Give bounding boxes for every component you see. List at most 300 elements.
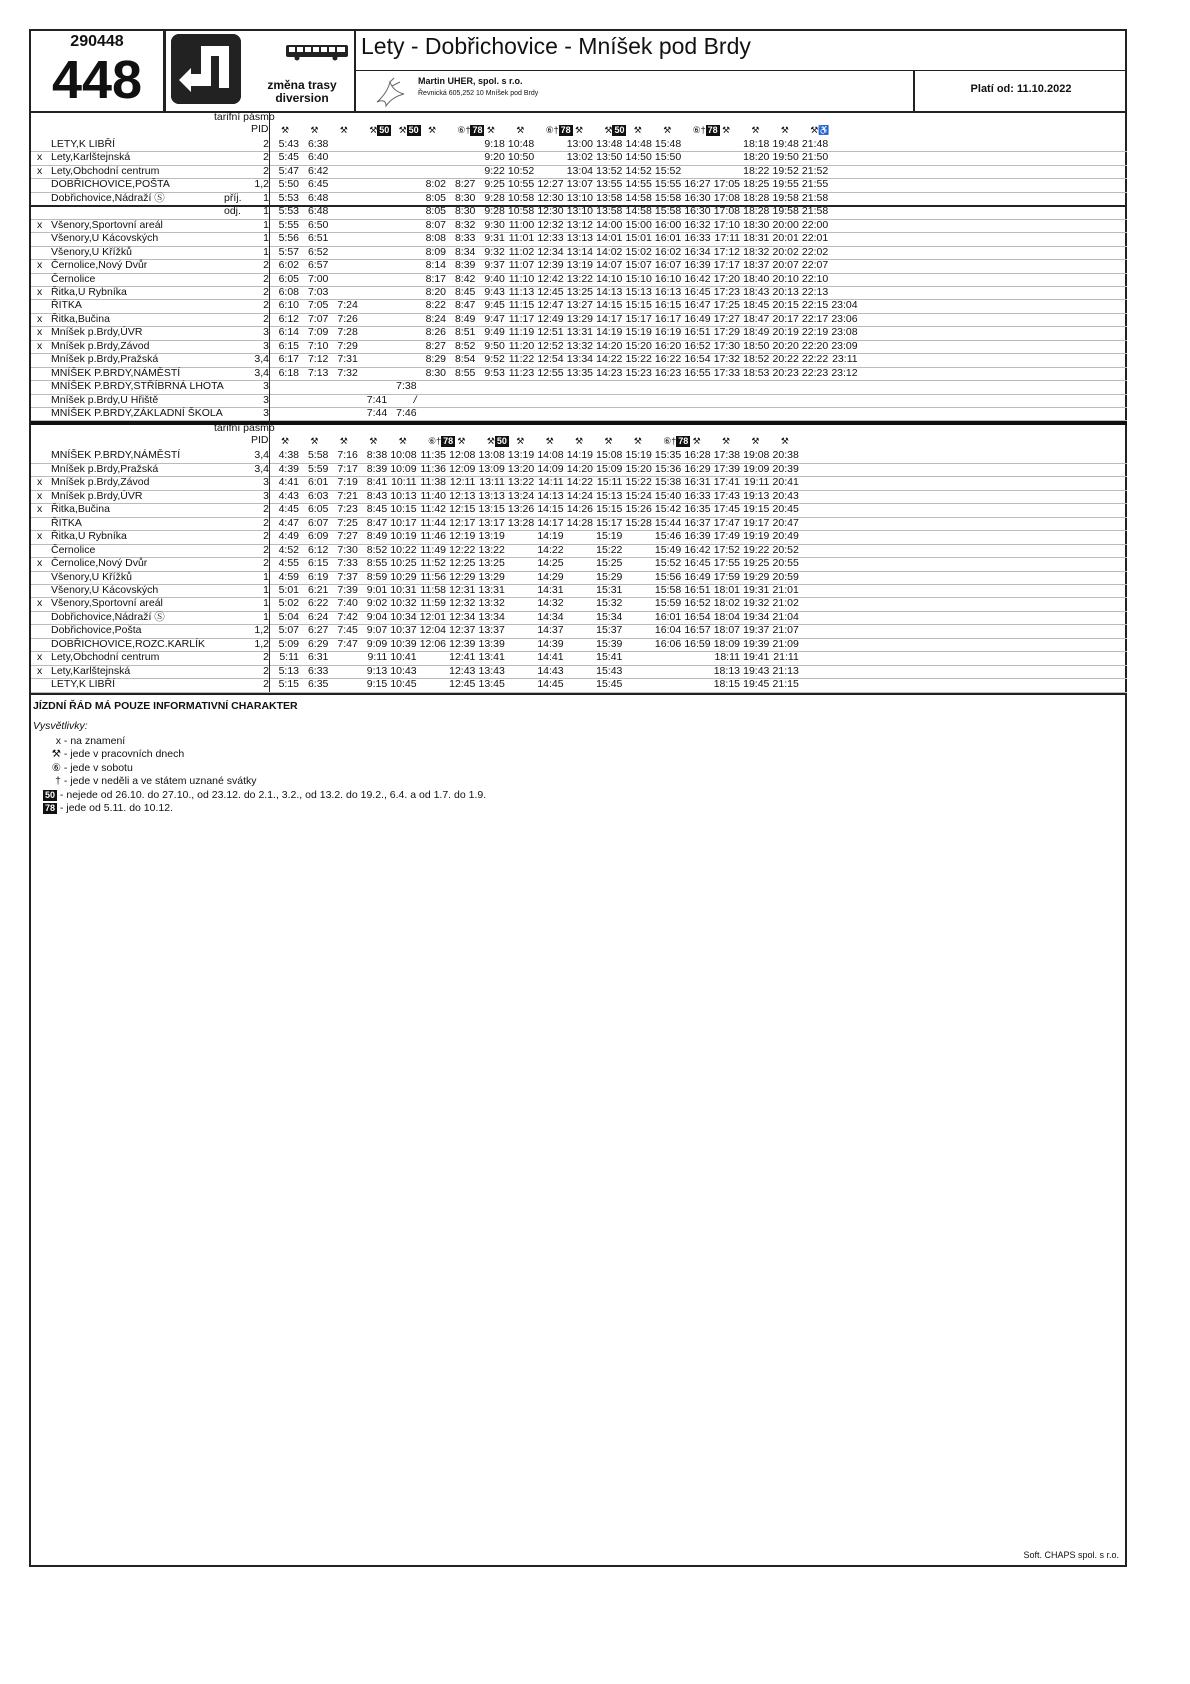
departure-time: 16:45 [684, 285, 711, 298]
departure-time: 11:15 [508, 299, 535, 312]
departure-time: 17:41 [713, 476, 740, 489]
tariff-zone: 2 [263, 543, 269, 556]
departure-time: 11:23 [508, 366, 535, 379]
request-stop-mark: x [37, 664, 43, 677]
period-badge: 50 [408, 125, 419, 135]
departure-time: 13:07 [566, 178, 593, 191]
departure-time: 11:42 [420, 503, 446, 516]
departure-time: 6:12 [278, 312, 299, 325]
departure-time: 16:35 [684, 503, 711, 516]
departure-time: 7:32 [337, 366, 358, 379]
departure-time: 15:15 [596, 503, 623, 516]
departure-time: 12:17 [449, 516, 476, 529]
dir1-symbol: ⚒ [310, 125, 319, 135]
departure-time: 5:43 [278, 138, 299, 150]
departure-time: 14:37 [537, 624, 564, 637]
departure-time: 7:28 [337, 326, 358, 339]
departure-time: 13:10 [566, 191, 593, 204]
stop-name: MNÍŠEK P.BRDY,NÁMĚSTÍ [51, 449, 181, 462]
departure-time: 13:25 [478, 557, 505, 570]
departure-time: 17:33 [713, 366, 740, 379]
period-badge: 50 [496, 436, 507, 447]
departure-time: 7:13 [307, 366, 329, 379]
departure-time: 14:09 [537, 462, 564, 475]
dir1-symbol [546, 124, 573, 137]
departure-time: 5:07 [278, 624, 299, 637]
stop-name: Řitka,U Rybníka [51, 530, 127, 543]
departure-time: 15:50 [654, 151, 682, 164]
departure-time: 20:20 [772, 339, 799, 352]
departure-time: 5:09 [278, 637, 299, 650]
departure-time: 6:15 [278, 339, 299, 352]
stop-name: Lety,Karlštejnská [51, 151, 131, 164]
legend-symbol: ⑥ [51, 761, 61, 774]
departure-time: 8:30 [454, 205, 476, 218]
departure-time: 16:10 [654, 272, 682, 285]
departure-time: 22:17 [801, 312, 829, 325]
request-stop-mark: x [37, 651, 43, 664]
departure-time: 19:09 [743, 462, 770, 475]
departure-time: 12:13 [449, 489, 476, 502]
dir1-stop-row [31, 151, 1127, 165]
legend-item [45, 762, 133, 774]
departure-time: 8:09 [425, 245, 446, 258]
departure-time: 8:47 [366, 516, 388, 529]
departure-time: 13:39 [478, 637, 505, 650]
dir2-stop-row [31, 449, 1127, 463]
departure-time: 17:45 [713, 503, 740, 516]
departure-time: 11:59 [420, 597, 446, 610]
departure-time: 16:42 [684, 543, 711, 556]
dir2-stop-row [31, 557, 1127, 571]
departure-time: 9:28 [484, 205, 505, 218]
departure-time: 22:02 [801, 245, 829, 258]
departure-time: 14:41 [537, 651, 564, 664]
legend-dash: - [61, 775, 71, 788]
departure-time: 7:00 [307, 272, 329, 285]
departure-time: 13:22 [507, 476, 535, 489]
dir1-stop-row [31, 232, 1127, 246]
departure-time: 14:07 [596, 259, 623, 272]
departure-time: 15:15 [625, 299, 652, 312]
tariff-zone: 2 [263, 530, 269, 543]
departure-time: 14:15 [537, 503, 564, 516]
tariff-zone: 2 [263, 272, 269, 285]
departure-time: 15:13 [596, 489, 623, 502]
departure-time: 5:04 [278, 610, 299, 623]
departure-time: 7:29 [337, 339, 358, 352]
departure-time: 12:15 [449, 503, 476, 516]
departure-time: 9:20 [484, 151, 505, 164]
stop-name: Všenory,U Kácovských [51, 583, 159, 596]
departure-time: 12:01 [419, 610, 446, 623]
departure-time: 21:01 [772, 583, 799, 596]
legend-symbol: † [55, 775, 61, 788]
dir2-stop-row [31, 611, 1127, 625]
departure-time: 9:53 [484, 366, 505, 379]
symbol-glyph: ⚒ [369, 125, 378, 135]
departure-time: 17:25 [713, 299, 740, 312]
departure-time: 13:19 [566, 259, 593, 272]
departure-time: 10:31 [390, 583, 417, 596]
departure-time: 15:52 [654, 164, 682, 177]
departure-time: 7:33 [337, 557, 358, 570]
dir2-symbol: ⚒ [310, 436, 319, 447]
departure-time: 23:06 [831, 312, 858, 325]
departure-time: 19:11 [743, 476, 770, 489]
departure-time: 14:19 [537, 530, 564, 543]
departure-time: 21:55 [801, 178, 829, 191]
departure-time: 20:01 [772, 232, 799, 245]
departure-time: 17:23 [713, 285, 740, 298]
departure-time: 16:55 [684, 366, 711, 379]
departure-time: 12:25 [449, 557, 476, 570]
departure-time: 7:27 [337, 530, 358, 543]
departure-time: 19:58 [772, 205, 799, 218]
departure-time: 15:00 [625, 218, 652, 231]
stop-name: Řitka,Bučina [51, 312, 110, 325]
departure-time: 19:13 [743, 489, 770, 502]
zone-header: tarifní pásmo [214, 422, 275, 435]
departure-time: 14:43 [537, 664, 564, 677]
departure-time: 15:20 [625, 339, 652, 352]
departure-time: 13:58 [596, 205, 623, 218]
stop-name: DOBŘICHOVICE,POŠTA [51, 178, 170, 191]
dir2-symbol: ⚒ [545, 436, 554, 447]
departure-time: 15:40 [654, 489, 682, 502]
departure-time: 22:23 [801, 366, 829, 379]
symbol-glyph: ⑥† [663, 436, 677, 447]
dir2-symbol [663, 435, 690, 448]
departure-time: 21:15 [772, 678, 799, 691]
departure-time: 14:29 [537, 570, 564, 583]
departure-time: 8:45 [454, 285, 476, 298]
stop-name: Mníšek p.Brdy,ÚVR [51, 326, 143, 339]
departure-time: 6:17 [278, 353, 299, 366]
departure-time: 6:08 [278, 285, 299, 298]
departure-time: 15:26 [625, 503, 652, 516]
departure-time: 16:02 [654, 245, 682, 258]
departure-time: 13:25 [566, 285, 593, 298]
departure-time: 16:04 [654, 624, 682, 637]
departure-time: 15:19 [625, 326, 652, 339]
stop-name: Všenory,Sportovní areál [51, 218, 163, 231]
departure-time: 13:10 [566, 205, 593, 218]
departure-time: 11:56 [420, 570, 446, 583]
tariff-zone: 1,2 [254, 178, 269, 191]
departure-time: 7:42 [337, 610, 358, 623]
departure-time: 10:45 [390, 678, 417, 691]
legend-symbol: x [55, 734, 61, 747]
departure-time: 15:08 [596, 449, 623, 462]
departure-time: 18:49 [743, 326, 770, 339]
stop-name: Lety,Obchodní centrum [51, 164, 160, 177]
zone-col-line [269, 111, 270, 692]
departure-time: 8:41 [366, 476, 388, 489]
departure-time: 9:32 [484, 245, 505, 258]
departure-time: 5:11 [279, 651, 299, 664]
departure-time: 5:59 [307, 462, 329, 475]
departure-time: 15:38 [654, 476, 682, 489]
departure-time: 12:54 [537, 353, 564, 366]
departure-time: 6:05 [307, 503, 329, 516]
departure-time: 18:20 [743, 151, 770, 164]
departure-time: 7:30 [337, 543, 358, 556]
symbol-glyph: ⑥† [428, 436, 442, 447]
operator-address: Řevnická 605,252 10 Mníšek pod Brdy [418, 90, 539, 97]
departure-time: 8:32 [454, 218, 476, 231]
departure-time: 12:32 [449, 597, 476, 610]
departure-time: 11:10 [508, 272, 535, 285]
departure-time: 9:18 [484, 138, 505, 150]
dir2-stop-row [31, 624, 1127, 638]
departure-time: 6:05 [278, 272, 299, 285]
departure-time: 12:19 [449, 530, 476, 543]
line-number: 448 [51, 50, 143, 110]
departure-time: 13:24 [507, 489, 535, 502]
departure-time: 17:11 [714, 232, 740, 245]
departure-time: 8:49 [454, 312, 476, 325]
departure-time: 5:53 [278, 191, 299, 204]
dir2-symbol: ⚒ [722, 436, 731, 447]
dir1-symbol [457, 124, 484, 137]
departure-time: 17:55 [713, 557, 740, 570]
departure-time: 6:02 [278, 259, 299, 272]
departure-time: 12:31 [449, 583, 476, 596]
departure-time: 5:15 [278, 678, 299, 691]
departure-time: 7:41 [366, 393, 388, 406]
departure-time: 16:51 [684, 583, 711, 596]
departure-time: 12:32 [537, 218, 564, 231]
stop-name: Všenory,U Kácovských [51, 232, 159, 245]
departure-time: 6:48 [307, 191, 329, 204]
departure-time: 8:08 [425, 232, 446, 245]
departure-time: 14:32 [537, 597, 564, 610]
departure-time: 8:51 [454, 326, 476, 339]
departure-time: 19:45 [743, 678, 770, 691]
departure-time: 19:55 [772, 178, 799, 191]
departure-time: 7:25 [337, 516, 358, 529]
departure-time: 18:37 [743, 259, 770, 272]
departure-time: 12:42 [537, 272, 564, 285]
departure-time: 13:43 [478, 664, 505, 677]
departure-time: 10:52 [507, 164, 535, 177]
departure-time: 4:52 [278, 543, 299, 556]
tariff-zone: 3,4 [254, 353, 269, 366]
departure-time: 8:27 [425, 339, 446, 352]
departure-time: 12:43 [449, 664, 476, 677]
tariff-zone: 3 [263, 339, 269, 352]
departure-time: 7:21 [337, 489, 358, 502]
departure-time: 21:13 [772, 664, 799, 677]
departure-time: 13:50 [596, 151, 623, 164]
diversion-box [168, 31, 356, 111]
departure-time: 4:39 [278, 462, 299, 475]
departure-time: 21:52 [801, 164, 829, 177]
departure-time: 7:10 [307, 339, 329, 352]
departure-time: 13:08 [478, 449, 505, 462]
dir1-symbol: ⚒ [575, 125, 584, 135]
transfer-divider [31, 205, 1127, 207]
tariff-zone: 3,4 [254, 462, 269, 475]
legend-dash: - [61, 761, 71, 774]
departure-time: 10:37 [390, 624, 417, 637]
request-stop-mark: x [37, 259, 43, 272]
departure-time: 20:47 [772, 516, 799, 529]
departure-time: 8:27 [454, 178, 476, 191]
departure-time: 14:39 [537, 637, 564, 650]
dir1-symbol: ⚒ [516, 125, 525, 135]
departure-time: 15:58 [654, 583, 682, 596]
departure-time: 22:13 [801, 285, 829, 298]
departure-time: 18:40 [743, 272, 770, 285]
departure-time: 10:48 [507, 138, 535, 150]
dir1-symbol: ⚒♿ [810, 125, 830, 135]
departure-time: 11:40 [420, 489, 446, 502]
departure-time: 10:19 [390, 530, 417, 543]
departure-time: 13:28 [507, 516, 535, 529]
legend-dash: - [61, 734, 71, 747]
dir1-stop-row [31, 286, 1127, 300]
departure-time: 10:41 [390, 651, 417, 664]
departure-time: 20:00 [772, 218, 799, 231]
departure-time: 14:13 [596, 285, 623, 298]
departure-time: 13:55 [596, 178, 623, 191]
departure-time: 16:54 [684, 353, 711, 366]
departure-time: 7:12 [307, 353, 329, 366]
departure-time: 23:04 [831, 299, 858, 312]
tariff-zone: 2 [263, 285, 269, 298]
footer-credit: Soft. CHAPS spol. s r.o. [1023, 1550, 1119, 1560]
dir2-symbol: ⚒ [281, 436, 290, 447]
departure-time: 6:51 [307, 232, 329, 245]
departure-time: 14:34 [537, 610, 564, 623]
departure-time: 9:40 [484, 272, 505, 285]
departure-time: 16:23 [654, 366, 682, 379]
dir2-symbol [428, 435, 455, 448]
departure-time: 15:55 [654, 178, 682, 191]
dir2-stop-row [31, 503, 1127, 517]
departure-time: 12:52 [537, 339, 564, 352]
departure-time: 16:47 [684, 299, 711, 312]
dir1-symbol: ⚒ [780, 125, 789, 135]
dir2-stop-row [31, 597, 1127, 611]
departure-time: 6:45 [307, 178, 329, 191]
departure-time: 15:34 [596, 610, 623, 623]
departure-time: 17:38 [713, 449, 740, 462]
dir2-symbol: ⚒ [398, 436, 407, 447]
departure-time: 15:37 [596, 624, 623, 637]
dir1-symbol: ⚒ [722, 125, 731, 135]
symbol-glyph: ⑥† [692, 125, 706, 135]
departure-time: 20:55 [772, 557, 799, 570]
departure-time: 22:10 [801, 272, 829, 285]
departure-time: 18:07 [713, 624, 740, 637]
tariff-zone: 1,2 [254, 637, 269, 650]
departure-time: 13:32 [566, 339, 593, 352]
departure-time: 5:57 [278, 245, 299, 258]
departure-time: 10:58 [507, 191, 535, 204]
departure-time: 11:22 [508, 353, 535, 366]
legend-text: jede v pracovních dnech [70, 748, 185, 761]
departure-time: 23:08 [831, 326, 858, 339]
departure-time: 8:38 [366, 449, 388, 462]
departure-time: 12:39 [449, 637, 476, 650]
legend-text: jede od 5.11. do 10.12. [66, 802, 174, 815]
departure-time: 22:19 [801, 326, 829, 339]
departure-time: 7:39 [337, 583, 358, 596]
departure-time: 5:53 [278, 205, 299, 218]
departure-time: 15:11 [596, 476, 623, 489]
departure-time: 17:05 [713, 178, 740, 191]
symbol-glyph: ⚒ [486, 436, 495, 447]
departure-time: 12:33 [537, 232, 564, 245]
departure-time: 16:01 [654, 610, 682, 623]
departure-time: 14:26 [566, 503, 593, 516]
departure-time: 7:37 [337, 570, 358, 583]
departure-time: 15:29 [596, 570, 623, 583]
departure-time: 22:22 [801, 353, 829, 366]
departure-time: 7:07 [307, 312, 329, 325]
dir1-stop-row [31, 273, 1127, 287]
tariff-zone: 3,4 [254, 366, 269, 379]
request-stop-mark: x [37, 557, 43, 570]
tariff-zone: 3,4 [254, 449, 269, 462]
departure-time: 21:58 [801, 205, 829, 218]
departure-time: 12:45 [537, 285, 564, 298]
dir2-symbol: ⚒ [751, 436, 760, 447]
departure-time: 15:39 [596, 637, 623, 650]
dir1-stop-row [31, 353, 1127, 367]
dir1-symbol [693, 124, 720, 137]
departure-time: 16:22 [654, 353, 682, 366]
departure-time: 12:45 [449, 678, 476, 691]
stop-name: Mníšek p.Brdy,ÚVR [51, 489, 143, 502]
legend-text: nejede od 26.10. do 27.10., od 23.12. do 2.1., 3.2., od 13.2. do 19.2., 6.4. a od 1.7. do 1.9. [66, 788, 487, 801]
request-stop-mark: x [37, 597, 43, 610]
departure-time: 6:12 [307, 543, 329, 556]
departure-time: 16:49 [684, 312, 711, 325]
dir1-symbol: ⚒ [633, 125, 642, 135]
departure-time: 10:09 [390, 462, 417, 475]
departure-time: 6:40 [307, 151, 329, 164]
departure-time: 7:05 [307, 299, 329, 312]
departure-time: 6:27 [307, 624, 329, 637]
departure-time: 17:12 [713, 245, 740, 258]
departure-time: 20:19 [772, 326, 799, 339]
departure-time: 16:15 [654, 299, 682, 312]
departure-time: 21:58 [801, 191, 829, 204]
dir2-stop-row [31, 638, 1127, 652]
stop-name: Černolice [51, 272, 96, 285]
departure-time: 20:49 [772, 530, 799, 543]
departure-time: 6:35 [307, 678, 329, 691]
legend-badge: 50 [45, 789, 56, 800]
departure-time: 13:35 [566, 366, 593, 379]
dir1-stop-row [31, 192, 1127, 206]
departure-time: 15:42 [654, 503, 682, 516]
legend-item [43, 802, 173, 814]
departure-time: 6:09 [307, 530, 329, 543]
departure-time: 19:34 [743, 610, 770, 623]
departure-time: 11:20 [508, 339, 535, 352]
period-badge: 78 [560, 125, 571, 135]
departure-time: 14:00 [596, 218, 623, 231]
dir2-stop-row [31, 665, 1127, 679]
line-number-box [31, 31, 166, 111]
departure-time: 10:15 [390, 503, 417, 516]
departure-time: 19:29 [743, 570, 770, 583]
